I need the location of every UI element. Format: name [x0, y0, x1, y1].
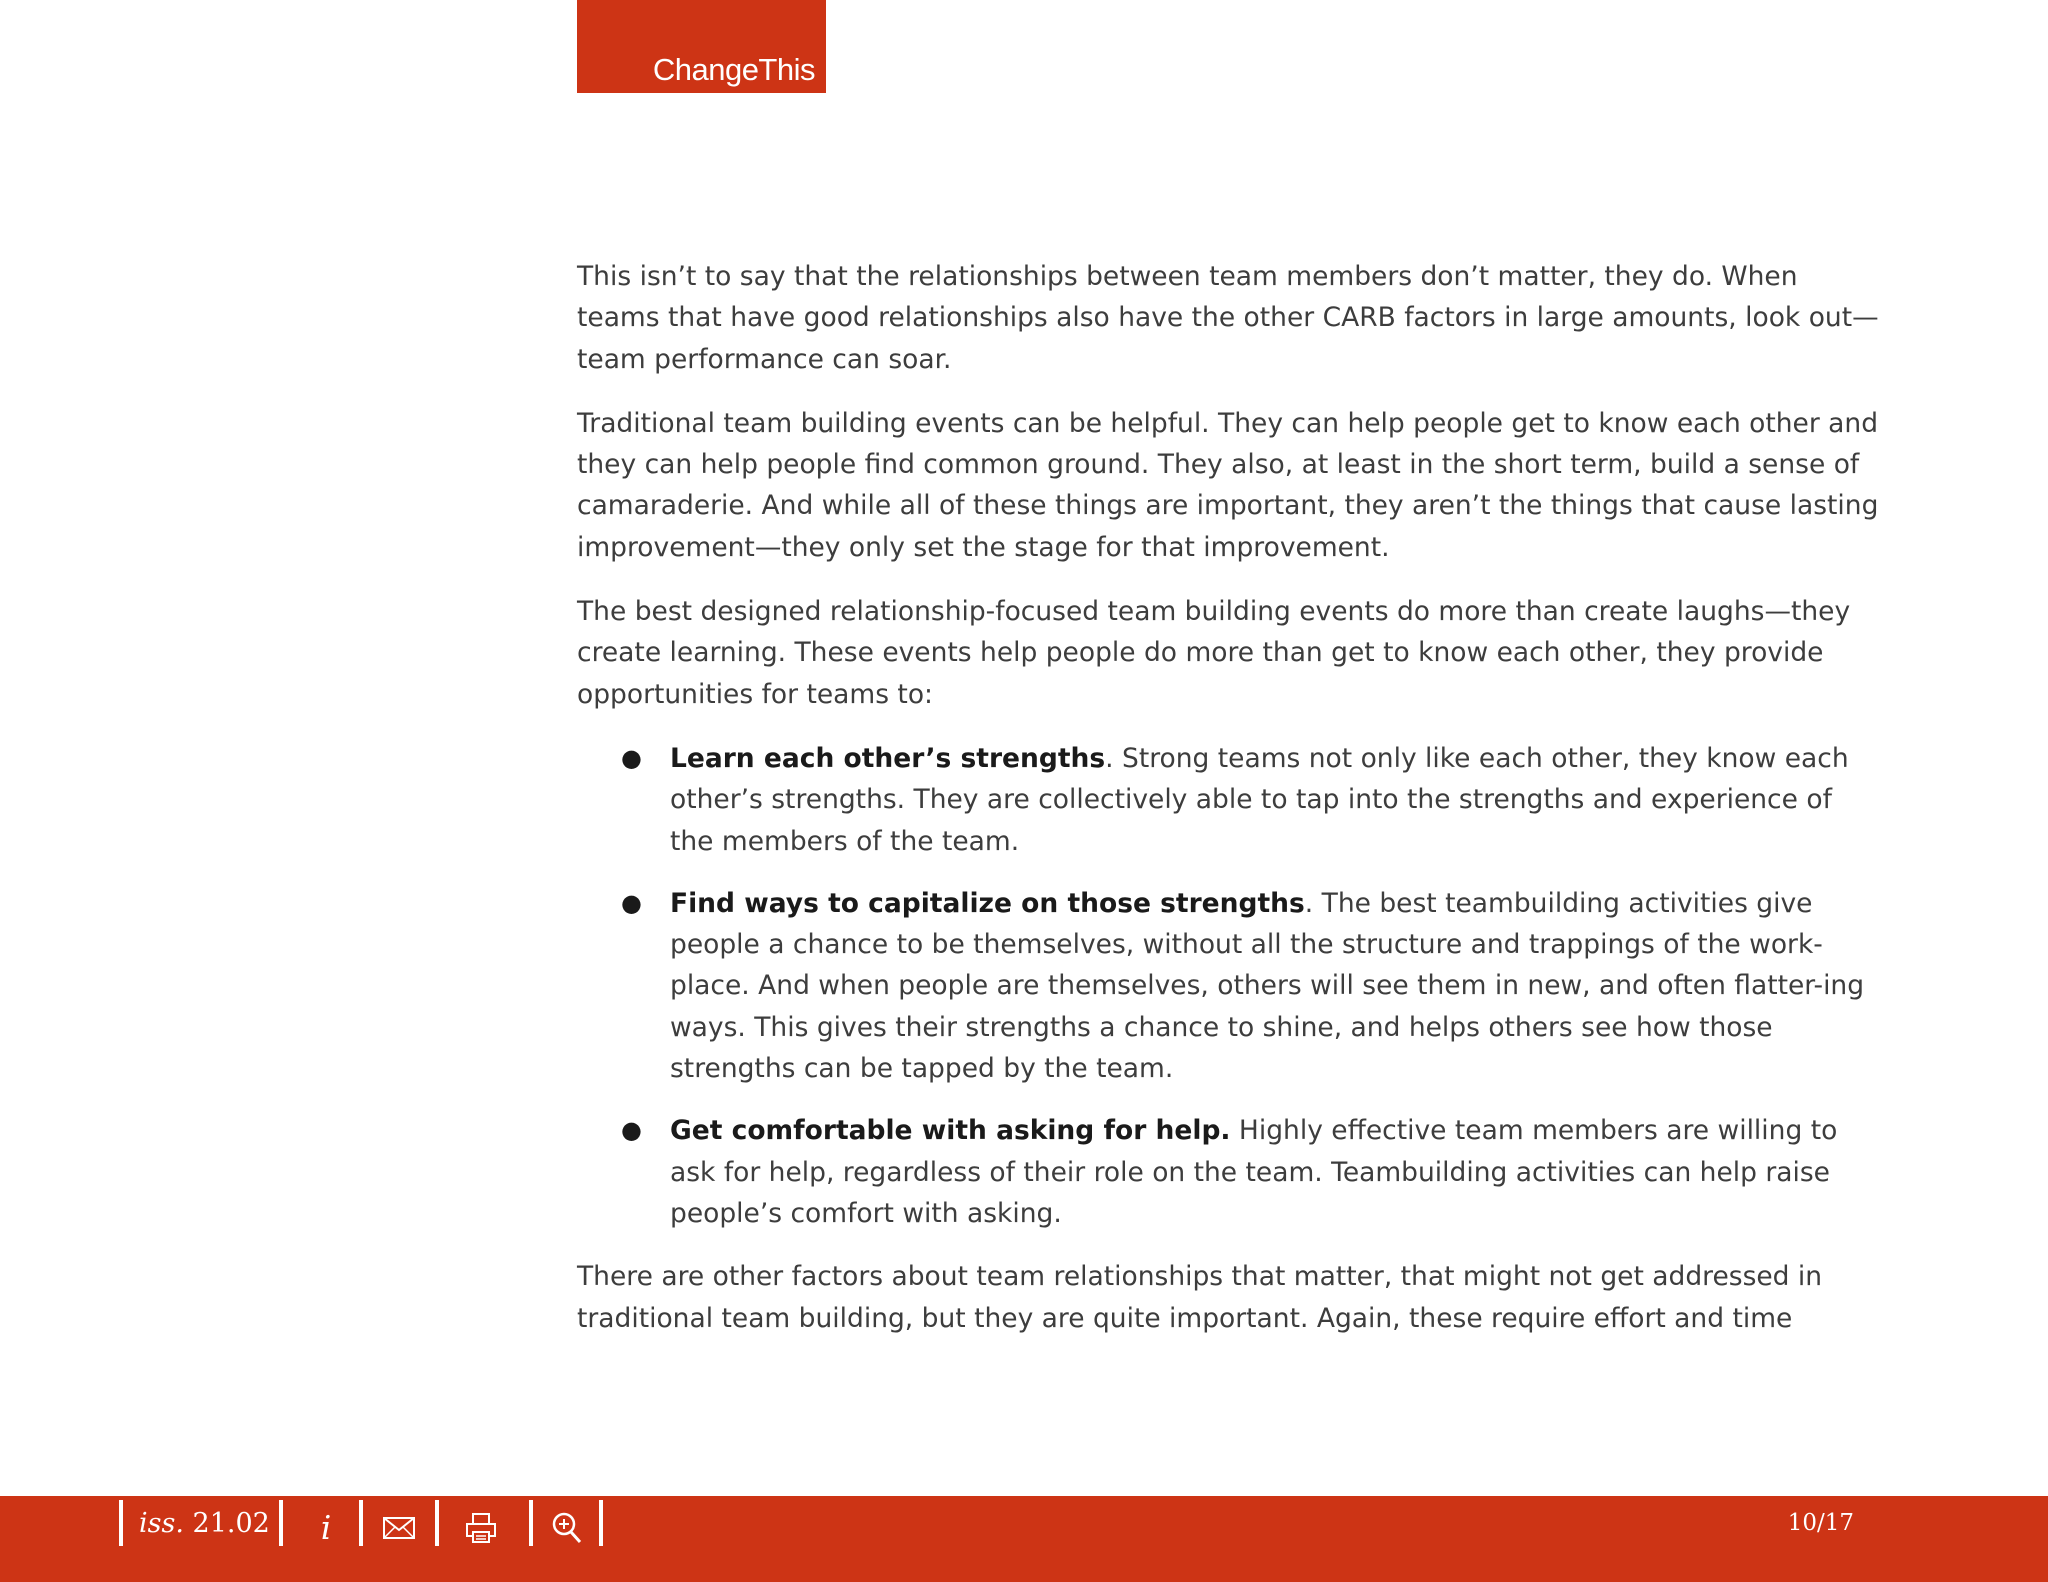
list-item — [621, 1110, 1882, 1234]
list-item-heading: Find ways to capitalize on those strengths — [670, 887, 1305, 919]
page-number: 10/17 — [1787, 1510, 1854, 1536]
list-item — [621, 738, 1882, 862]
bullet-icon: ● — [621, 743, 642, 772]
list-item — [621, 883, 1882, 1089]
bullet-icon: ● — [621, 888, 642, 917]
list-item-heading: Learn each other’s strengths — [670, 742, 1106, 774]
issue-label — [139, 1508, 270, 1539]
footer-toolbar — [0, 1496, 2048, 1582]
paragraph: There are other factors about team relationships that matter, that might not get addressed in traditional team building, but they are quite important. Again, these require eﬀort and time — [577, 1261, 1823, 1334]
email-icon — [383, 1517, 415, 1539]
list-item-text: Highly eﬀective team members are willing to ask for help, regardless of their role on the team. Teambuilding activities can help raise people’s comfort with asking. — [670, 1115, 1838, 1229]
info-icon: i — [320, 1508, 332, 1547]
paragraph: This isn’t to say that the relationships between team members don’t matter, they do. When teams that have good relationships also have the other CARB factors in large amounts, look out—team performance can soar. — [577, 261, 1879, 375]
brand-name: ChangeThis — [652, 52, 815, 87]
print-icon — [465, 1512, 497, 1544]
issue-prefix: iss. — [139, 1508, 184, 1539]
article-body — [577, 256, 1882, 1362]
list-item-heading: Get comfortable with asking for help. — [670, 1115, 1231, 1147]
zoom-button[interactable] — [549, 1508, 585, 1548]
divider — [435, 1500, 439, 1546]
paragraph: The best designed relationship-focused team building events do more than create laughs—they create learning. These events help people do more than get to know each other, they provide opportunities for teams to: — [577, 596, 1851, 710]
bullet-icon: ● — [621, 1116, 642, 1145]
list-item-text: . The best teambuilding activities give people a chance to be themselves, without all the structure and trappings of the work-place. And when people are themselves, others will see them in new, and often ﬂatter-ing ways. This gives their strengths a chance to shine, and helps others see how those strengths can be tapped by the team. — [670, 887, 1865, 1085]
divider — [359, 1500, 363, 1546]
divider — [119, 1500, 123, 1546]
zoom-icon — [551, 1511, 583, 1545]
email-button[interactable] — [381, 1508, 417, 1548]
list-item-text: . Strong teams not only like each other, they know each other’s strengths. They are collectively able to tap into the strengths and experience of the members of the team. — [670, 742, 1849, 857]
divider — [599, 1500, 603, 1546]
brand-tab — [577, 0, 826, 93]
issue-number: 21.02 — [192, 1508, 270, 1539]
divider — [279, 1500, 283, 1546]
divider — [529, 1500, 533, 1546]
info-button[interactable] — [306, 1508, 346, 1548]
bullet-list — [577, 738, 1882, 1234]
paragraph: Traditional team building events can be helpful. They can help people get to know each other and they can help people ﬁnd common ground. They also, at least in the short term, build a sense of camaraderie. And while all of these things are important, they aren’t the things that cause lasting improvement—they only set the stage for that improvement. — [577, 407, 1879, 563]
print-button[interactable] — [461, 1508, 501, 1548]
